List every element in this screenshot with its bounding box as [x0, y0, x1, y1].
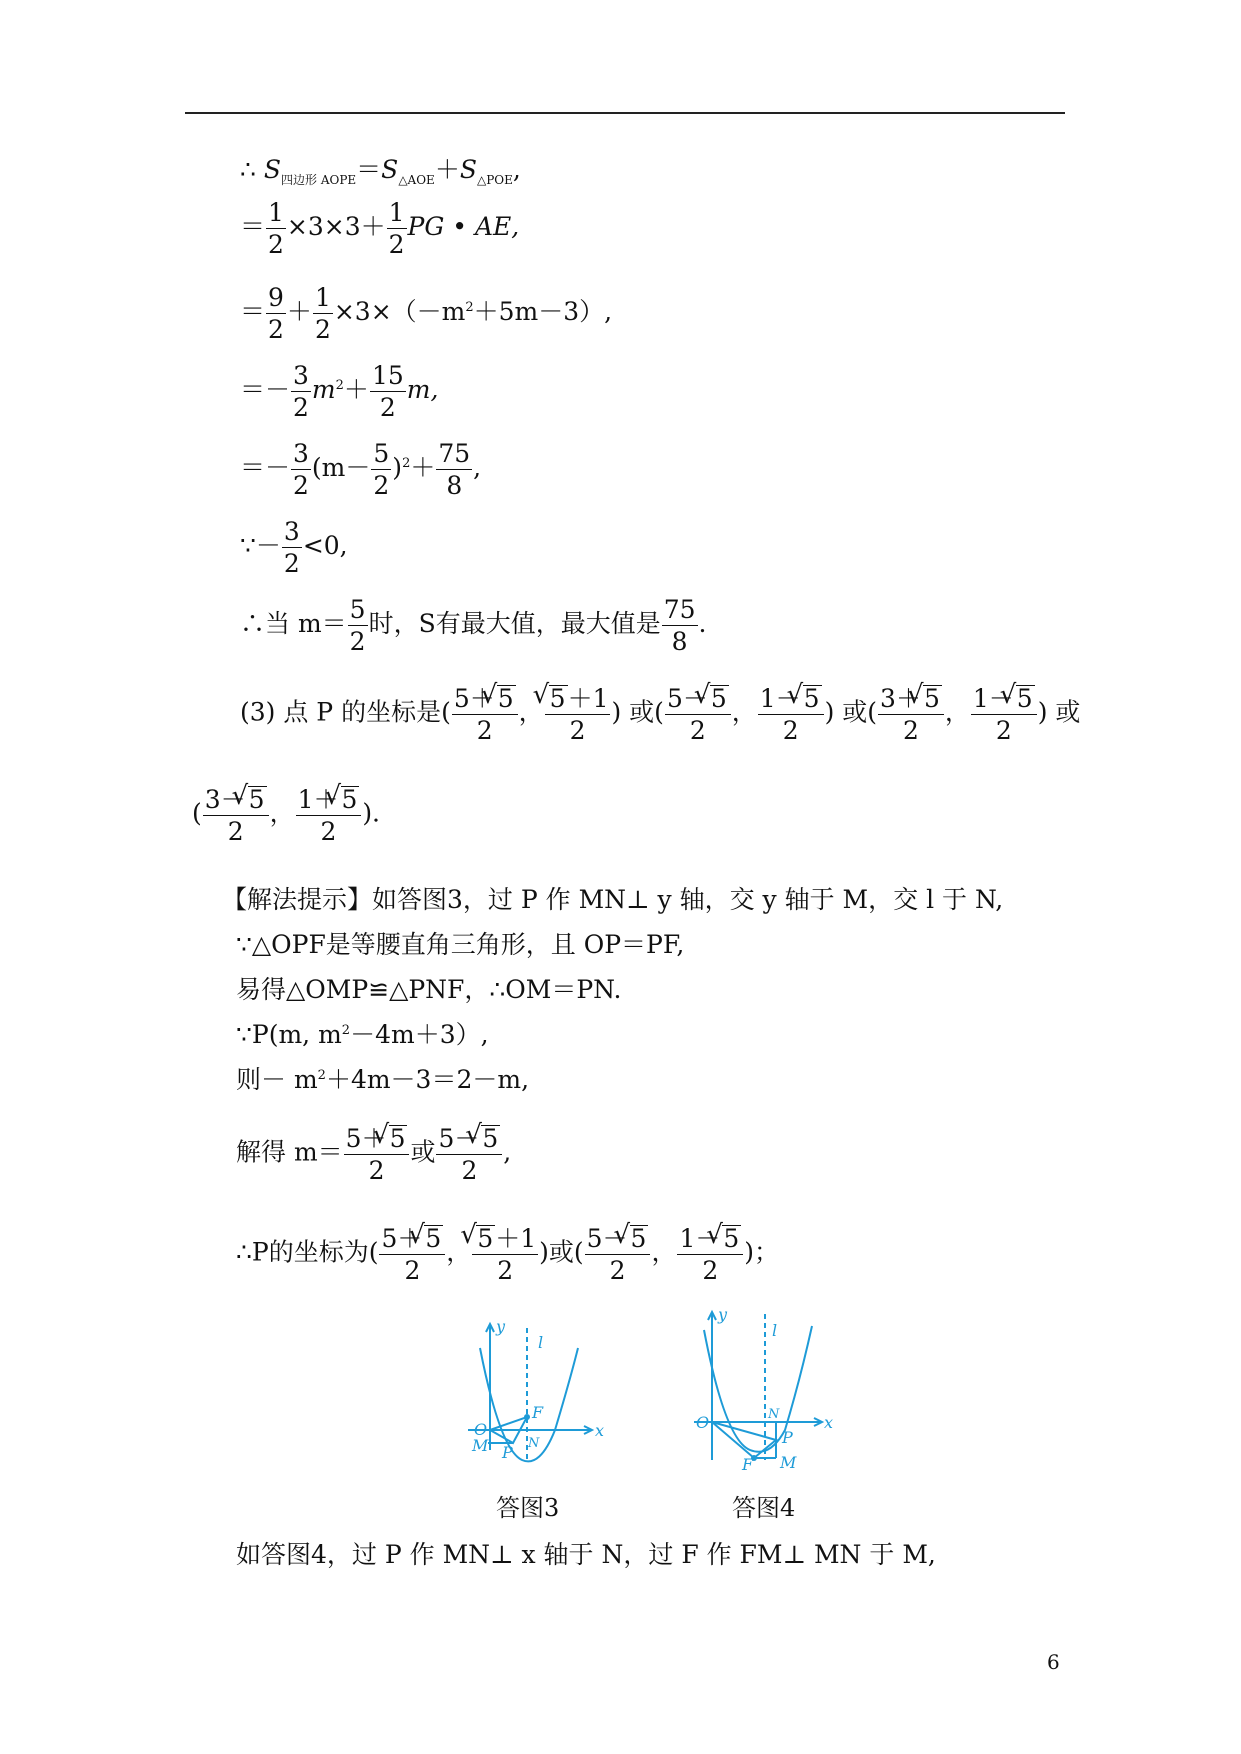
- fraction: $\frac{5+√ 5}{2}$: [452, 685, 518, 743]
- fraction: $\frac{5}{2}$: [349, 595, 366, 656]
- line-7: ∴当 m＝ $\frac{5}{2}$ 时，S有最大值，最大值是 $\frac{75}{8}$ .: [240, 595, 707, 656]
- fraction: √ $\frac{5+1}{2}$: [472, 1225, 538, 1283]
- fraction: $\frac{5-√ 5}{2}$: [665, 685, 731, 743]
- fraction: $\frac{1-√ 5}{2}$: [758, 685, 824, 743]
- line-12: 易得△OMP≌△PNF，∴OM＝PN.: [236, 975, 622, 1004]
- label-n: N: [768, 1407, 780, 1422]
- figure-3: [460, 1310, 610, 1470]
- fraction: $\frac{1}{2}$: [314, 283, 331, 344]
- label-x: x: [824, 1413, 834, 1432]
- point-f: [524, 1414, 530, 1420]
- line-2: ＝ $\frac{1}{2}$ ×3×3＋ $\frac{1}{2}$ PG • AE,: [240, 198, 520, 259]
- label-l: l: [538, 1333, 544, 1352]
- caption-fig4: 答图4: [732, 1494, 796, 1522]
- label-n: N: [528, 1436, 540, 1451]
- label-y: y: [496, 1317, 506, 1336]
- line-16: ∴P的坐标为( $\frac{5+√ 5}{2}$ ， √ $\frac{5+1}{2}$ )或( $\frac{5-√ 5}{2}$ ， $\frac{1-√ 5}{2}$ )；: [236, 1225, 779, 1283]
- fraction: $\frac{5-√ 5}{2}$: [436, 1125, 502, 1183]
- label-o: O: [696, 1413, 710, 1432]
- fraction: $\frac{3-√ 5}{2}$: [203, 786, 269, 844]
- line-5: ＝－ $\frac{3}{2}$ (m－ $\frac{5}{2}$ )$^2$＋ $\frac{75}{8}$ ,: [240, 439, 482, 500]
- fraction: $\frac{1-√ 5}{2}$: [677, 1225, 743, 1283]
- label-y: y: [718, 1305, 728, 1324]
- line-8: (3) 点 P 的坐标是( $\frac{5+√ 5}{2}$ ， √ $\frac{5+1}{2}$ ) 或( $\frac{5-√ 5}{2}$ ， $\frac{1-√ 5}{2}$ ) 或( $\frac{3+√ 5}{2}$ ， $\frac{1-√ 5}{2}$ ) 或: [240, 685, 1080, 743]
- fraction: $\frac{75}{8}$: [663, 595, 696, 656]
- line-9: ( $\frac{3-√ 5}{2}$ ， $\frac{1+√ 5}{2}$ )．: [192, 786, 397, 844]
- line-4: ＝－ $\frac{3}{2}$ $m^2+$ $\frac{15}{2}$ m,: [240, 361, 439, 422]
- fraction: $\frac{3}{2}$: [293, 361, 309, 422]
- label-p: P: [502, 1443, 513, 1462]
- fraction: $\frac{5}{2}$: [373, 439, 390, 500]
- line-15: 解得 m＝ $\frac{5+√ 5}{2}$ 或 $\frac{5-√ 5}{2}$ ,: [236, 1125, 511, 1183]
- fraction: $\frac{3+√ 5}{2}$: [878, 685, 944, 743]
- fraction: $\frac{5-√ 5}{2}$: [585, 1225, 651, 1283]
- fraction: $\frac{15}{2}$: [371, 361, 404, 422]
- line-3: ＝ $\frac{9}{2}$ ＋ $\frac{1}{2}$ $\times 3\times(-m^2+5m-3)$,: [240, 283, 613, 344]
- label-f: F: [532, 1403, 544, 1422]
- fraction: $\frac{1-√ 5}{2}$: [971, 685, 1037, 743]
- fraction: $\frac{75}{8}$: [438, 439, 471, 500]
- label-o: O: [474, 1420, 488, 1439]
- parabola: [704, 1326, 812, 1452]
- label-p: P: [782, 1428, 793, 1447]
- triangle-opf: [712, 1422, 776, 1458]
- fraction: $\frac{1}{2}$: [268, 198, 284, 259]
- fraction: $\frac{1+√ 5}{2}$: [296, 786, 362, 844]
- page-number: 6: [1047, 1650, 1060, 1674]
- fraction: $\frac{3}{2}$: [293, 439, 309, 500]
- fraction: $\frac{3}{2}$: [283, 517, 300, 578]
- line-17: 如答图4，过 P 作 MN⊥ x 轴于 N，过 F 作 FM⊥ MN 于 M,: [236, 1540, 936, 1569]
- line-13: ∵P(m, $m^2-4m+3$）,: [236, 1020, 489, 1049]
- header-rule: [185, 112, 1065, 114]
- fraction: $\frac{5+√ 5}{2}$: [344, 1125, 410, 1183]
- label-m: M: [472, 1436, 489, 1455]
- label-l: l: [772, 1321, 778, 1340]
- fraction: $\frac{1}{2}$: [388, 198, 405, 259]
- line-1: ∴ $S_{四边形 AOPE}=S_{\triangle AOE}+S_{\triangle POE}$,: [240, 155, 521, 187]
- line-14: 则－ $m^2+4m-3=2-m$,: [236, 1065, 530, 1094]
- label-x: x: [595, 1421, 605, 1440]
- label-f: F: [742, 1455, 754, 1470]
- line-10: 【解法提示】如答图3，过 P 作 MN⊥ y 轴，交 y 轴于 M，交 l 于 N,: [222, 885, 1004, 914]
- label-m: M: [780, 1453, 797, 1470]
- fraction: $\frac{5+√ 5}{2}$: [379, 1225, 445, 1283]
- fraction: √ $\frac{5+1}{2}$: [545, 685, 611, 743]
- caption-fig3: 答图3: [496, 1494, 560, 1522]
- figure-4: [690, 1300, 835, 1470]
- fraction: $\frac{9}{2}$: [268, 283, 284, 344]
- line-11: ∵△OPF是等腰直角三角形，且 OP＝PF,: [236, 930, 685, 959]
- line-6: ∵－ $\frac{3}{2}$ <0,: [240, 517, 348, 578]
